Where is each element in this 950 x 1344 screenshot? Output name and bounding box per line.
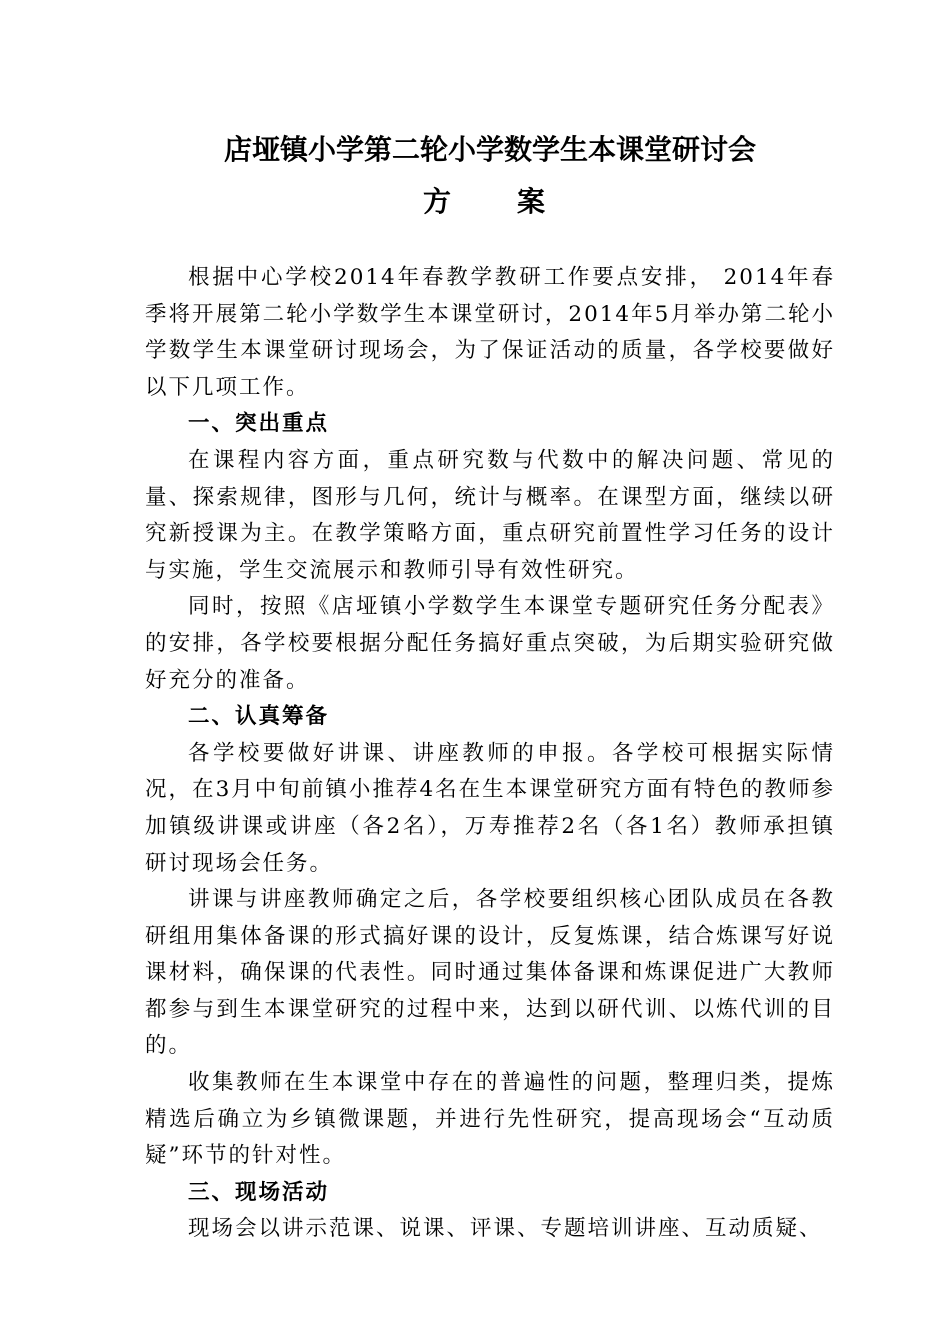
section-1-paragraph-2: 同时，按照《店垭镇小学数学生本课堂专题研究任务分配表》的安排，各学校要根据分配任务搞好重点突破，为后期实验研究做好充分的准备。 xyxy=(145,594,835,693)
section-heading-3: 三、现场活动 xyxy=(188,1179,330,1205)
section-heading-1: 一、突出重点 xyxy=(188,411,330,437)
document-body xyxy=(145,260,835,1248)
section-2-paragraph-1: 各学校要做好讲课、讲座教师的申报。各学校可根据实际情况，在3月中旬前镇小推荐4名在生本课堂研究方面有特色的教师参加镇级讲课或讲座（各2名），万寿推荐2名（各1名）教师承担镇研讨现场会任务。 xyxy=(145,740,835,876)
document-subtitle: 方案 xyxy=(422,185,611,218)
section-2-paragraph-2: 讲课与讲座教师确定之后，各学校要组织核心团队成员在各教研组用集体备课的形式搞好课的设计，反复炼课，结合炼课写好说课材料，确保课的代表性。同时通过集体备课和炼课促进广大教师都参与到生本课堂研究的过程中来，达到以研代训、以炼代训的目的。 xyxy=(145,887,835,1059)
intro-paragraph: 根据中心学校2014年春教学教研工作要点安排， 2014年春季将开展第二轮小学数学生本课堂研讨，2014年5月举办第二轮小学数学生本课堂研讨现场会，为了保证活动的质量，各学校要做好以下几项工作。 xyxy=(145,265,835,400)
document-title: 店垭镇小学第二轮小学数学生本课堂研讨会 xyxy=(223,133,756,166)
section-1-paragraph-1: 在课程内容方面，重点研究数与代数中的解决问题、常见的量、探索规律，图形与几何，统计与概率。在课型方面，继续以研究新授课为主。在教学策略方面，重点研究前置性学习任务的设计与实施，学生交流展示和教师引导有效性研究。 xyxy=(145,447,835,583)
section-3-paragraph-1: 现场会以讲示范课、说课、评课、专题培训讲座、互动质疑、 xyxy=(188,1216,823,1242)
section-heading-2: 二、认真筹备 xyxy=(188,704,330,730)
section-2-paragraph-3: 收集教师在生本课堂中存在的普遍性的问题，整理归类，提炼精选后确立为乡镇微课题，并进行先性研究，提高现场会“互动质疑”环节的针对性。 xyxy=(145,1070,835,1169)
